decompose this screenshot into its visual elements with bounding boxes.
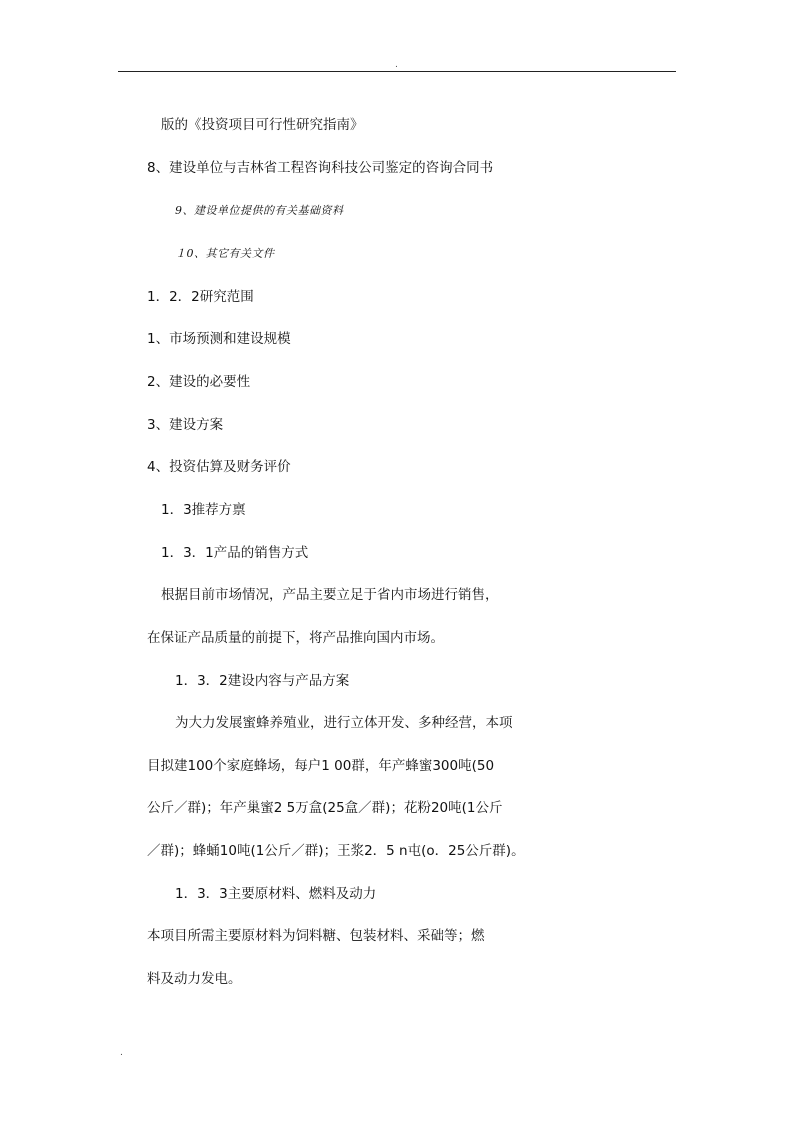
text-line-10: 1．3推荐方禀 bbox=[161, 502, 246, 518]
text-line-5: 1．2．2研究范围 bbox=[147, 289, 254, 305]
text-line-11: 1．3．1产品的销售方式 bbox=[161, 545, 309, 561]
text-line-20: 本项目所需主要原材料为饲料糖、包装材料、采础等；燃 bbox=[147, 928, 485, 944]
text-line-7: 2、建设的必要性 bbox=[147, 374, 251, 390]
header-rule bbox=[118, 71, 676, 72]
text-line-13: 在保证产品质量的前提下，将产品推向国内市场。 bbox=[147, 630, 444, 646]
header-dot: . bbox=[395, 60, 398, 70]
text-line-17: 公斤／群)；年产巢蜜2 5万盒(25盒／群)；花粉20吨(1公斤 bbox=[147, 800, 503, 816]
text-line-12: 根据目前市场情况，产品主要立足于省内市场进行销售， bbox=[161, 587, 499, 603]
text-line-3: 9、建设单位提供的有关基础资料 bbox=[175, 204, 344, 217]
text-line-15: 为大力发展蜜蜂养殖业，进行立体开发、多种经营，本项 bbox=[175, 715, 513, 731]
text-line-19: 1．3．3主要原材料、燃料及动力 bbox=[175, 886, 377, 902]
text-line-6: 1、市场预测和建设规模 bbox=[147, 331, 291, 347]
text-line-14: 1．3．2建设内容与产品方案 bbox=[175, 673, 350, 689]
text-line-2: 8、建设单位与吉林省工程咨询科技公司鉴定的咨询合同书 bbox=[147, 160, 494, 176]
text-line-18: ／群)；蜂蛹10吨(1公斤／群)；王浆2．5 n屯(o．25公斤群)。 bbox=[147, 843, 525, 859]
text-line-4: １0、其它有关文件 bbox=[175, 247, 275, 260]
text-line-9: 4、投资估算及财务评价 bbox=[147, 459, 291, 475]
text-line-8: 3、建设方案 bbox=[147, 417, 224, 433]
text-line-16: 目拟建100个家庭蜂场，每户1 00群，年产蜂蜜300吨(50 bbox=[147, 758, 495, 774]
footer-dot: . bbox=[120, 1048, 123, 1058]
text-line-1: 版的《投资项目可行性研究指南》 bbox=[161, 117, 364, 133]
text-line-21: 料及动力发电。 bbox=[147, 971, 242, 987]
